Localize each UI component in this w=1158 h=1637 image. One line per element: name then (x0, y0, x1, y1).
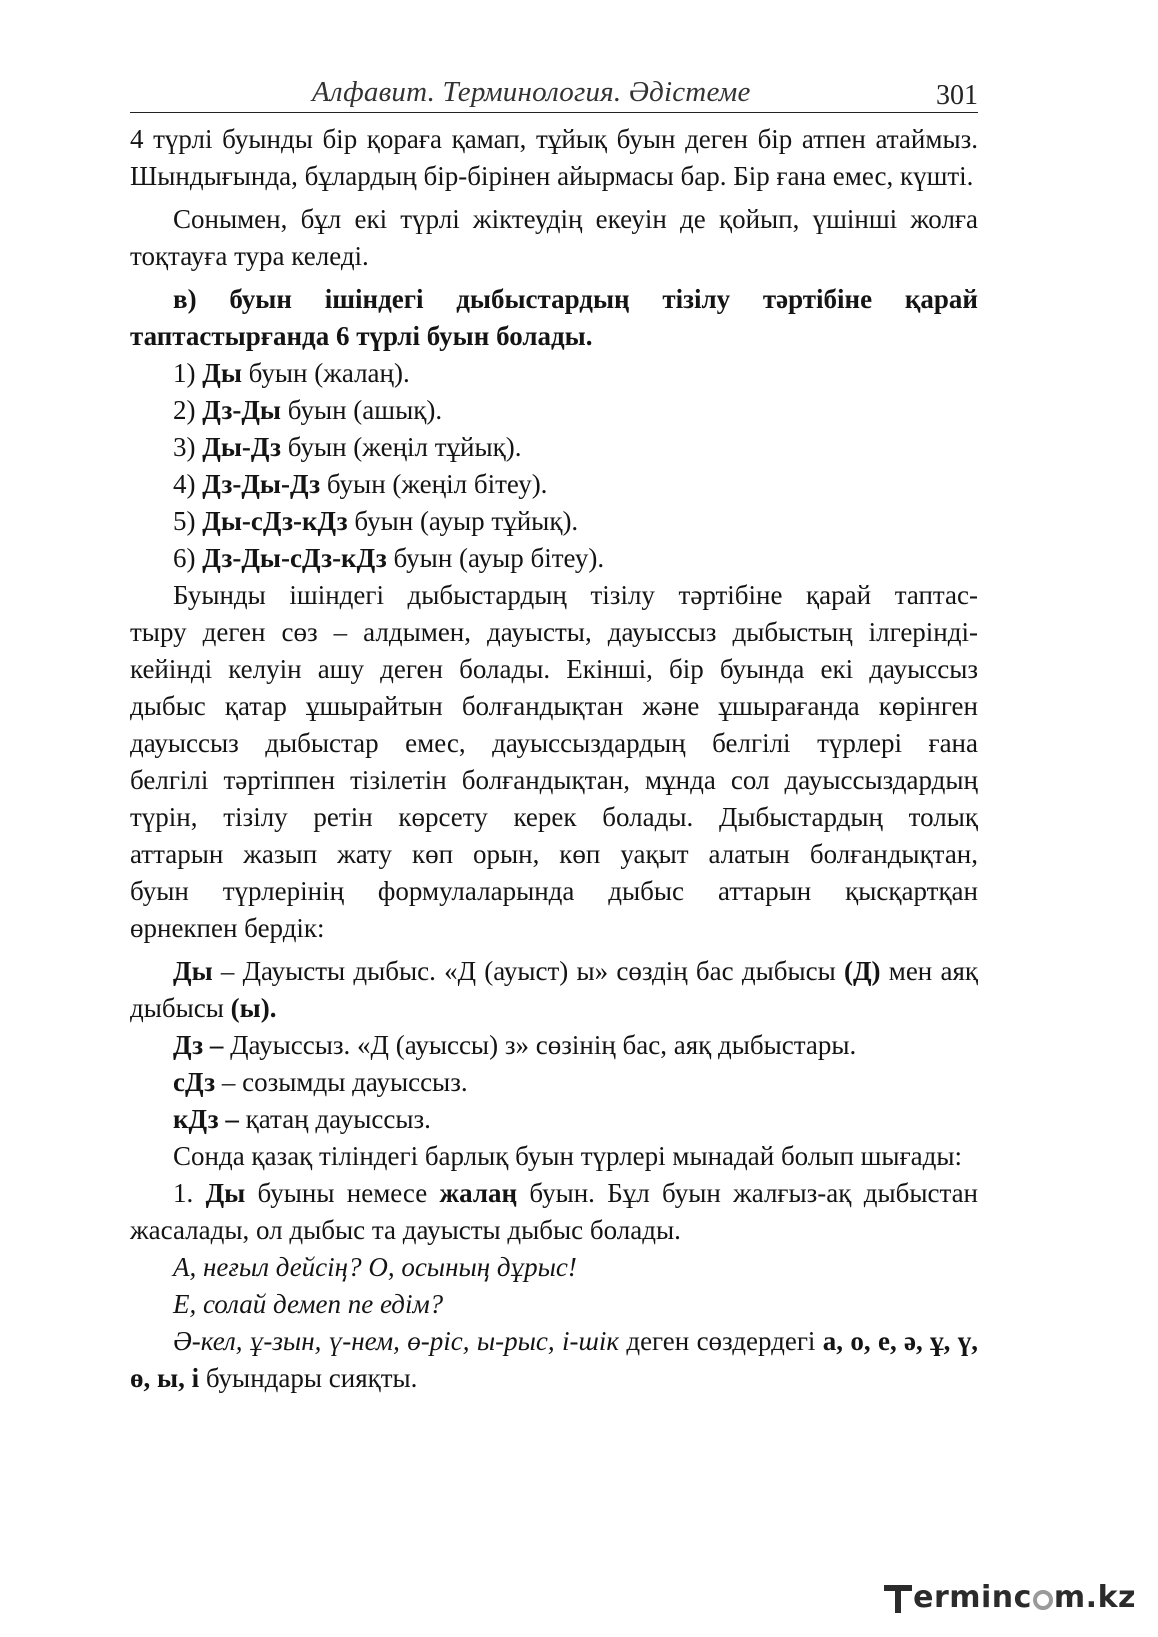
text-line: белгілі тәртіппен тізілетін болғандықтан, мұнда сол дауыссыздардың (130, 765, 978, 795)
watermark-text-part-2: m.kz (1053, 1580, 1136, 1615)
definition-dz: Дз – Дауыссыз. «Д (ауыссы) з» сөзінің бас, аяқ дыбыстары. (173, 1030, 857, 1060)
example-line: Ә-кел, ұ-зын, ү-нем, ө-ріс, ы-рыс, і-шік деген сөздердегі а, о, е, ә, ұ, ү, ө, ы, і буындары сияқты. (130, 1326, 978, 1393)
text-line: кейінді келуін ашу деген болады. Екінші, бір буында екі дауыссыз (130, 654, 978, 684)
list-item: 2) Дз-Ды буын (ашық). (173, 395, 443, 425)
list-item: 4) Дз-Ды-Дз буын (жеңіл бітеу). (173, 469, 548, 499)
header-title: Алфавит. Терминология. Әдістеме (312, 76, 751, 108)
example-line: Е, солай демеп пе едім? (173, 1289, 444, 1319)
definition-kdz: кДз – қатаң дауыссыз. (173, 1104, 431, 1134)
running-header (130, 72, 978, 113)
list-item: 1) Ды буын (жалаң). (173, 358, 410, 388)
paragraph-2: Сонымен, бұл екі түрлі жіктеудің екеуін де қойып, үшінші жолға тоқтауға тура келеді. (130, 204, 978, 271)
list-item: 3) Ды-Дз буын (жеңіл тұйық). (173, 432, 522, 462)
text-line: тыру деген сөз – алдымен, дауысты, дауыссыз дыбыстың ілгерінді- (130, 617, 978, 647)
paragraph-4: Сонда қазақ тіліндегі барлық буын түрлері мынадай болып шығады: (173, 1141, 963, 1171)
site-watermark (884, 1580, 1136, 1615)
text-line: дыбыс қатар ұшырайтын болғандықтан және ұшырағанда көрінген (130, 691, 978, 721)
paragraph-3 (130, 577, 978, 947)
text-line: түрін, тізілу ретін көрсету керек болады. Дыбыстардың толық (130, 802, 978, 832)
book-page (130, 72, 978, 1397)
paragraph-5: 1. Ды буыны немесе жалаң буын. Бұл буын жалғыз-ақ дыбыстан жасалады, ол дыбыс та дауысты дыбыс болады. (130, 1178, 979, 1245)
text-line: өрнекпен бердік: (130, 913, 325, 943)
section-heading: в) буын ішіндегі дыбыстардың тізілу тәртібіне қарай таптастырғанда 6 түрлі буын болады. (130, 284, 978, 351)
text-line: дауыссыз дыбыстар емес, дауыссыздардың белгілі түрлері ғана (130, 728, 978, 758)
watermark-o-logo-icon (1033, 1590, 1053, 1610)
list-item: 5) Ды-сДз-кДз буын (ауыр тұйық). (173, 506, 579, 536)
definition-sdz: сДз – созымды дауыссыз. (173, 1067, 468, 1097)
example-line: А, неғыл дейсің? О, осының дұрыс! (173, 1252, 577, 1282)
text-line: Буынды ішіндегі дыбыстардың тізілу тәртібіне қарай таптас- (173, 580, 978, 610)
text-line: аттарын жазып жату көп орын, көп уақыт алатын болғандықтан, (130, 839, 978, 869)
watermark-text-part-1: erminc (913, 1580, 1032, 1615)
watermark-t-logo-icon (884, 1583, 912, 1613)
paragraph-1: 4 түрлі буынды бір қораға қамап, тұйық буын деген бір атпен атаймыз. Шындығында, бұлардың бір-бірінен айырмасы бар. Бір ғана емес, күшті. (130, 124, 978, 191)
page-number: 301 (936, 80, 978, 111)
definition-dy: Ды – Дауысты дыбыс. «Д (ауыст) ы» сөздің бас дыбысы (Д) мен аяқ дыбысы (ы). (130, 956, 978, 1023)
text-line: буын түрлерінің формулаларында дыбыс аттарын қысқартқан (130, 876, 978, 906)
list-item: 6) Дз-Ды-сДз-кДз буын (ауыр бітеу). (173, 543, 605, 573)
page-body (130, 121, 978, 1397)
